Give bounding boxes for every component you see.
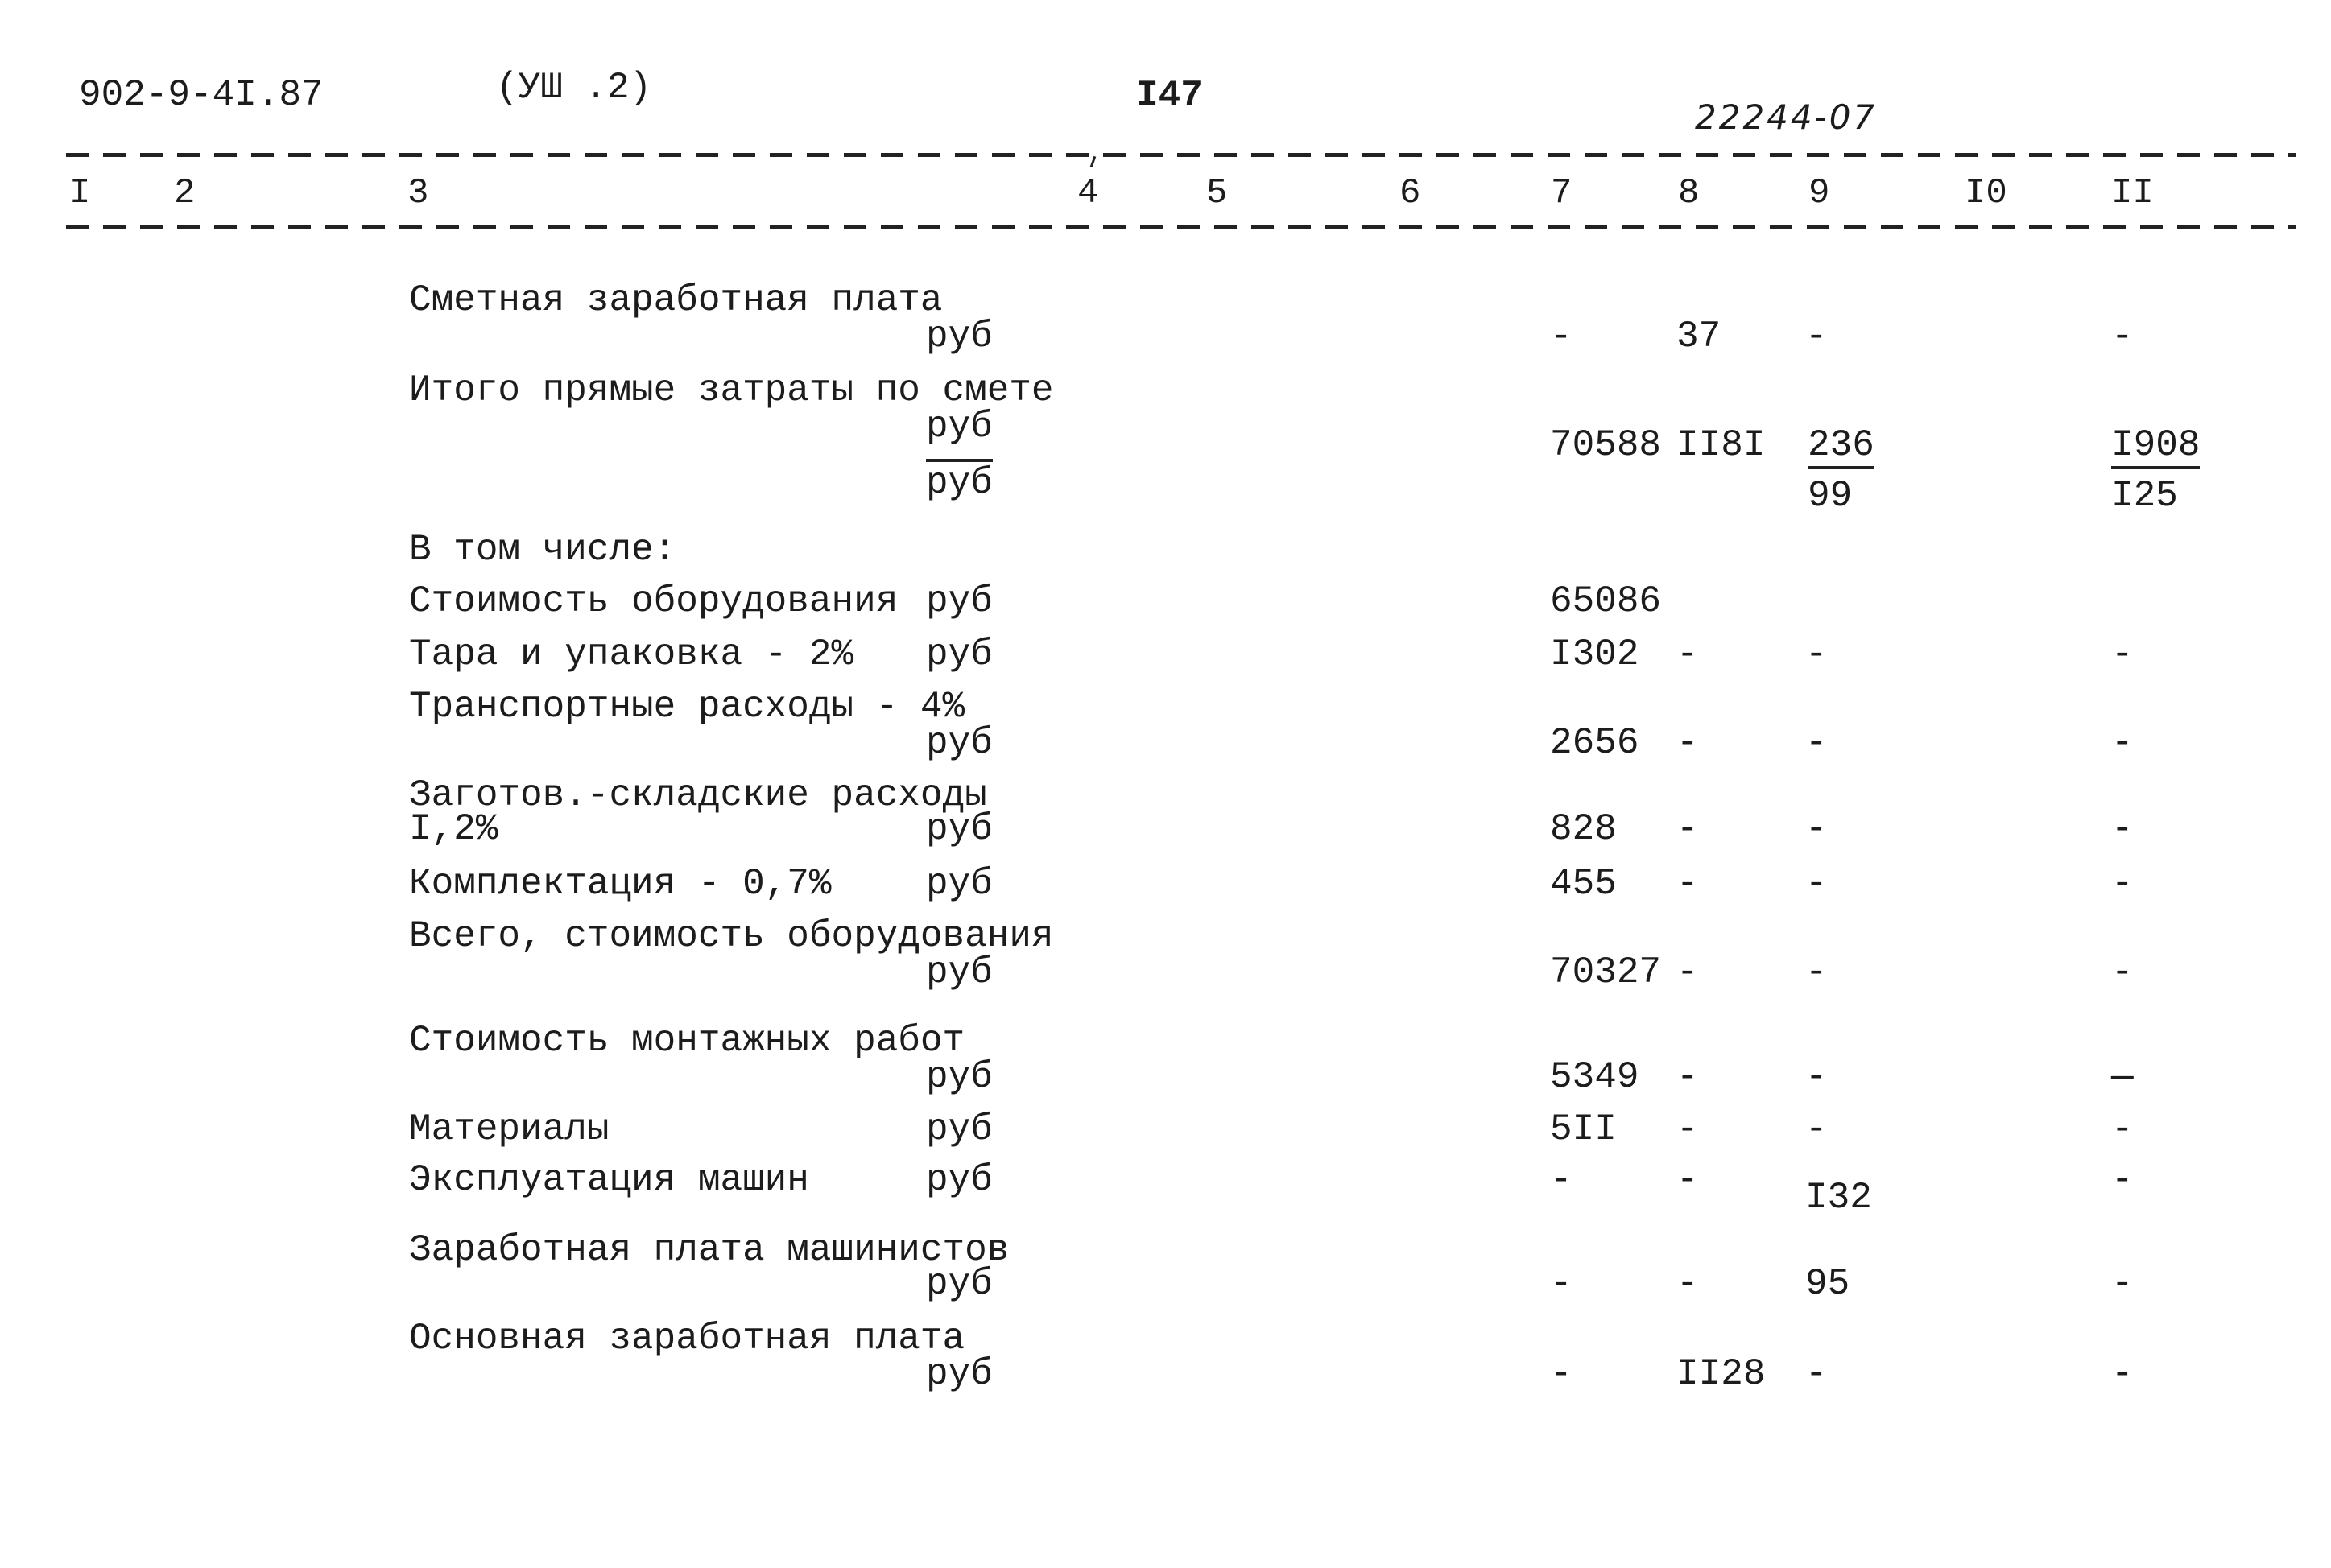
- cell-col11: -: [2111, 633, 2134, 675]
- row-sublabel-percent: I,2%: [409, 808, 498, 850]
- document-code: 902-9-4I.87: [79, 74, 324, 116]
- cell-col7: I302: [1550, 633, 1639, 675]
- cell-col8: -: [1676, 1263, 1699, 1305]
- cell-col7: -: [1550, 1263, 1573, 1305]
- cell-col8: -: [1676, 1108, 1699, 1150]
- cell-col7: 5II: [1550, 1108, 1617, 1150]
- cell-col11: -: [2111, 722, 2134, 764]
- cell-col8: -: [1676, 722, 1699, 764]
- cell-col9: 95: [1805, 1263, 1850, 1305]
- row-label-machinist-wages: Заработная плата машинистов: [409, 1229, 1010, 1271]
- column-number-5: 5: [1206, 173, 1228, 213]
- unit-label-top: руб: [926, 406, 993, 448]
- cell-col11: -: [2111, 316, 2134, 357]
- column-number-1: I: [69, 173, 91, 213]
- unit-label: руб: [926, 722, 993, 764]
- cell-col11-denominator: I25: [2111, 475, 2178, 517]
- cell-col8: 37: [1676, 316, 1721, 357]
- cell-col11: -: [2111, 1263, 2134, 1305]
- cell-col11: -: [2111, 951, 2134, 993]
- cell-col7: 70588: [1550, 424, 1662, 466]
- row-label-equipment-cost: Стоимость оборудования: [409, 580, 899, 622]
- cell-col7: -: [1550, 316, 1573, 357]
- cell-col9: -: [1805, 316, 1828, 357]
- cell-col8: -: [1676, 1159, 1699, 1201]
- cell-col7: -: [1550, 1353, 1573, 1395]
- row-label-total-equipment: Всего, стоимость оборудования: [409, 915, 1054, 957]
- cell-col7: 455: [1550, 863, 1617, 905]
- unit-label: руб: [926, 951, 993, 993]
- unit-label: руб: [926, 1056, 993, 1098]
- column-number-4: 4: [1077, 173, 1099, 213]
- cell-col7: -: [1550, 1159, 1573, 1201]
- cell-col11: -: [2111, 808, 2134, 850]
- cell-col8: -: [1676, 863, 1699, 905]
- cell-col8: -: [1676, 1056, 1699, 1098]
- cell-col8: II8I: [1676, 424, 1766, 466]
- cell-col11-numerator: I908: [2111, 427, 2200, 469]
- row-label-installation-cost: Стоимость монтажных работ: [409, 1020, 965, 1062]
- cell-col9: -: [1805, 1108, 1828, 1150]
- cell-col9-numerator: 236: [1808, 427, 1874, 469]
- unit-label: руб: [926, 1159, 993, 1201]
- cell-col8: -: [1676, 633, 1699, 675]
- page-number: I47: [1136, 75, 1203, 117]
- cell-col11: -: [2111, 1353, 2134, 1395]
- cell-col9: I32: [1805, 1177, 1872, 1219]
- unit-label: руб: [926, 1263, 993, 1305]
- cell-col8: II28: [1676, 1353, 1766, 1395]
- cell-col11: -: [2111, 1108, 2134, 1150]
- cell-col9: -: [1805, 863, 1828, 905]
- column-number-8: 8: [1678, 173, 1700, 213]
- row-label-packaging: Тара и упаковка - 2%: [409, 633, 854, 675]
- cell-col7: 5349: [1550, 1056, 1639, 1098]
- header-tick-mark: [1090, 156, 1097, 167]
- row-label-machine-operation: Эксплуатация машин: [409, 1159, 809, 1201]
- cell-col7: 65086: [1550, 580, 1662, 622]
- unit-label: руб: [926, 863, 993, 905]
- column-number-3: 3: [407, 173, 429, 213]
- cell-col8: -: [1676, 808, 1699, 850]
- row-label-estimated-wages: Сметная заработная плата: [409, 279, 943, 321]
- column-number-9: 9: [1808, 173, 1830, 213]
- unit-label: руб: [926, 316, 993, 357]
- cell-col11: -: [2111, 863, 2134, 905]
- row-label-transport-costs: Транспортные расходы - 4%: [409, 686, 965, 728]
- row-label-base-wages: Основная заработная плата: [409, 1318, 965, 1360]
- unit-label: руб: [926, 580, 993, 622]
- cell-col9: -: [1805, 1056, 1828, 1098]
- cell-col7: 2656: [1550, 722, 1639, 764]
- row-label-total-direct-costs: Итого прямые затраты по смете: [409, 369, 1054, 411]
- cell-col9: -: [1805, 633, 1828, 675]
- cell-col9: -: [1805, 951, 1828, 993]
- cell-col9-denominator: 99: [1808, 475, 1853, 517]
- cell-col11: -: [2111, 1159, 2134, 1201]
- cell-col7: 70327: [1550, 951, 1662, 993]
- row-label-including: В том числе:: [409, 529, 676, 571]
- column-header-bottom-rule: [66, 225, 2296, 229]
- unit-label: руб: [926, 1353, 993, 1395]
- unit-label: руб: [926, 633, 993, 675]
- unit-label-bottom: руб: [926, 459, 993, 501]
- column-number-10: I0: [1965, 173, 2007, 213]
- column-header-top-rule: [66, 153, 2296, 157]
- unit-label: руб: [926, 1108, 993, 1150]
- column-number-7: 7: [1551, 173, 1573, 213]
- unit-label: руб: [926, 808, 993, 850]
- column-number-11: II: [2111, 173, 2154, 213]
- cell-col11: —: [2111, 1056, 2134, 1098]
- row-label-kitting: Комплектация - 0,7%: [409, 863, 832, 905]
- cell-col7: 828: [1550, 808, 1617, 850]
- column-number-6: 6: [1399, 173, 1421, 213]
- cell-col9: -: [1805, 808, 1828, 850]
- section-label: (УШ .2): [496, 67, 652, 109]
- handwritten-number: 22244-07: [1695, 97, 1878, 137]
- row-label-warehouse-costs: Заготов.-складские расходы: [409, 774, 987, 816]
- cell-col8: -: [1676, 951, 1699, 993]
- cell-col9: -: [1805, 1353, 1828, 1395]
- cell-col9: -: [1805, 722, 1828, 764]
- column-number-2: 2: [174, 173, 196, 213]
- row-label-materials: Материалы: [409, 1108, 610, 1150]
